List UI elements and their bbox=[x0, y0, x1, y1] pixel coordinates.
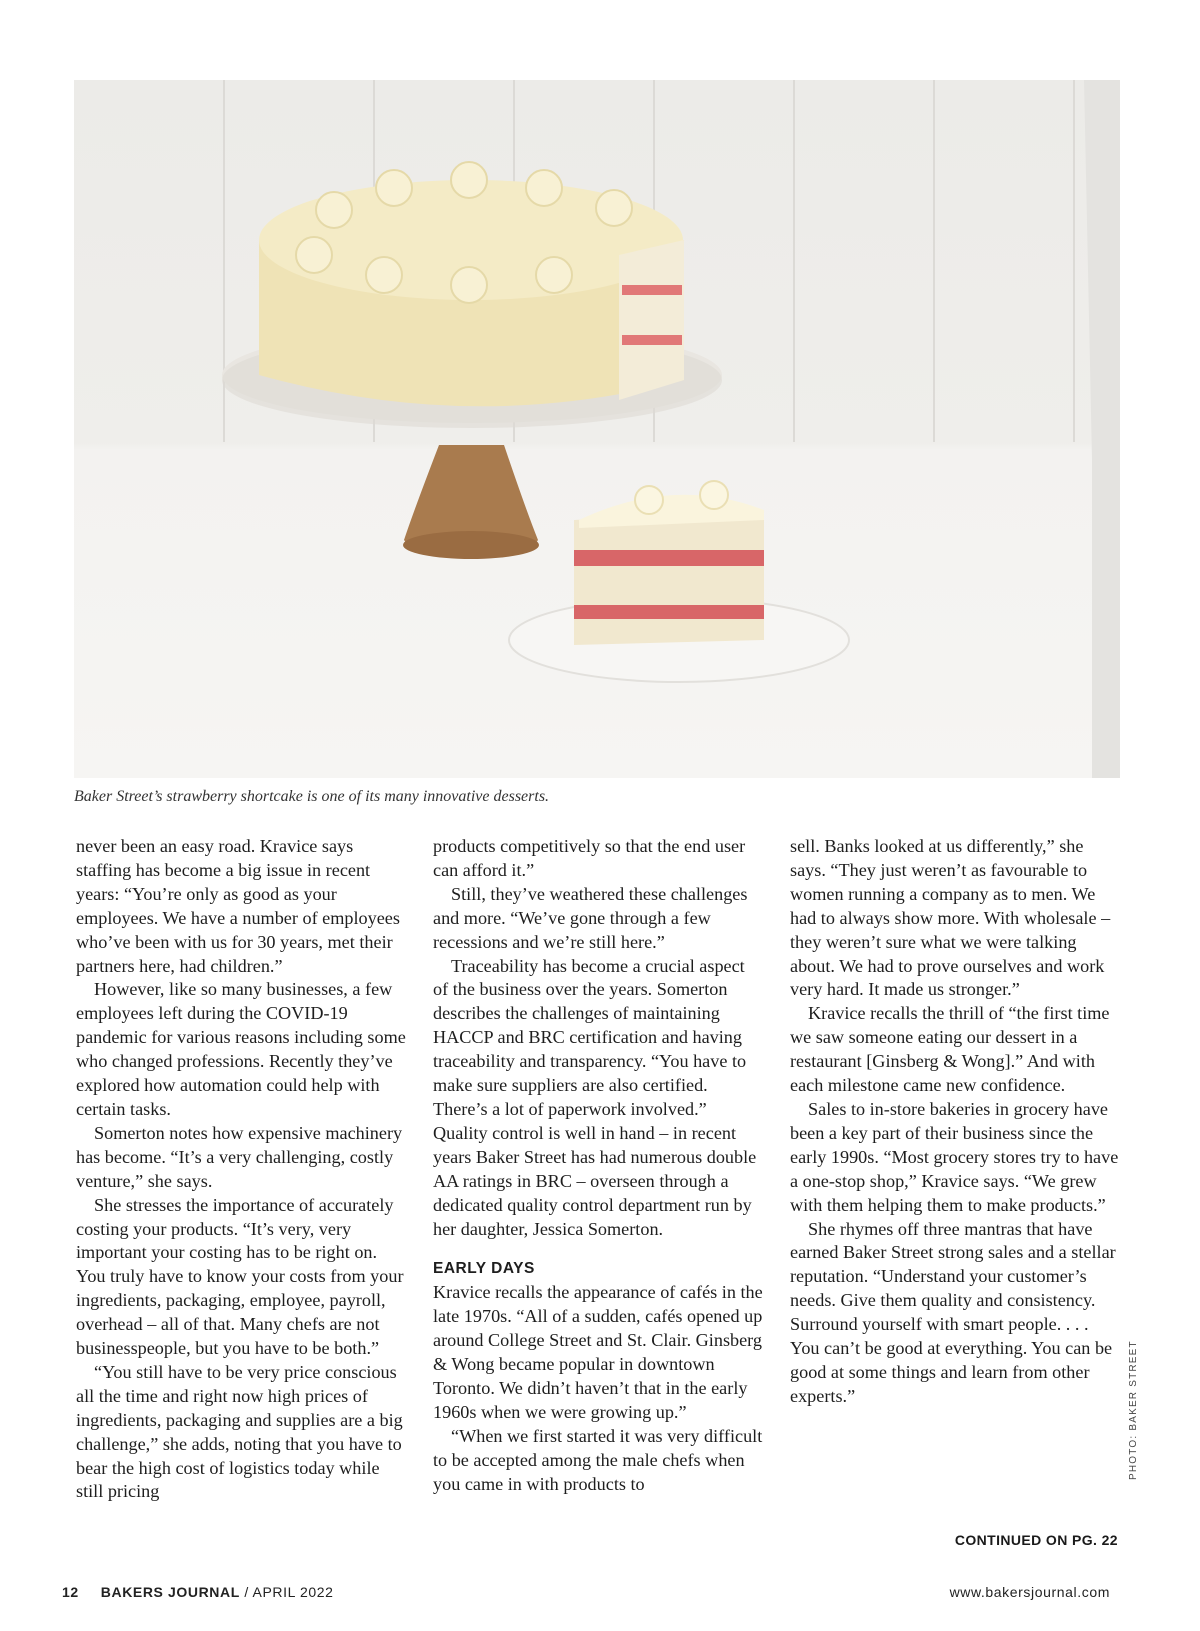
section-heading: EARLY DAYS bbox=[433, 1260, 535, 1278]
continued-link[interactable]: CONTINUED ON PG. 22 bbox=[954, 1532, 1118, 1548]
cake-photo bbox=[74, 80, 1120, 778]
website-link[interactable]: www.bakersjournal.com bbox=[949, 1584, 1110, 1600]
page-number: 12 bbox=[62, 1584, 79, 1600]
paragraph: However, like so many businesses, a few employees left during the COVID-19 pandemic for various reasons including some who changed professions. Recently they’ve explored how automation could help with certain tasks. bbox=[76, 979, 406, 1119]
paragraph: She stresses the importance of accurately costing your products. “It’s very, very important your costing has to be right on. You truly have to know your costs from your ingredients, packaging, employee, payroll, overhead – all of that. Many chefs are not businesspeople, but you have to be both.” bbox=[76, 1194, 404, 1359]
article-column-2 bbox=[433, 835, 763, 1497]
article-column-1 bbox=[76, 835, 406, 1504]
paragraph: “When we first started it was very difficult to be accepted among the male chefs when you came in with products to bbox=[433, 1425, 763, 1494]
paragraph: She rhymes off three mantras that have earned Baker Street strong sales and a stellar reputation. “Understand your customer’s needs. Give them quality and consistency. Surround yourself with smart people. . . . You can’t be good at everything. You can be good at some things and learn from other experts.” bbox=[790, 1218, 1116, 1406]
paragraph: Kravice recalls the appearance of cafés in the late 1970s. “All of a sudden, cafés opened up around College Street and St. Clair. Ginsberg & Wong became popular in downtown Toronto. We didn’t haven’t that in the early 1960s when we were growing up.” bbox=[433, 1282, 763, 1422]
photo-credit: PHOTO: BAKER STREET bbox=[1128, 1340, 1139, 1480]
paragraph: sell. Banks looked at us differently,” she says. “They just weren’t as favourable to women running a company as to men. We had to always show more. With wholesale – they weren’t sure what we were talking about. We had to prove ourselves and work very hard. It made us stronger.” bbox=[790, 836, 1111, 1000]
issue-date: / APRIL 2022 bbox=[239, 1584, 334, 1600]
paragraph: Sales to in-store bakeries in grocery have been a key part of their business since the early 1990s. “Most grocery stores try to have a one-stop shop,” Kravice says. “We grew with them helping them to make products.” bbox=[790, 1098, 1119, 1215]
magazine-name: BAKERS JOURNAL bbox=[100, 1584, 240, 1600]
paragraph: Traceability has become a crucial aspect of the business over the years. Somerton describes the challenges of maintaining HACCP and BRC certification and having traceability and transparency. “You have to make sure suppliers are also certified. There’s a lot of paperwork involved.” Quality control is well in hand – in recent years Baker Street has had numerous double AA ratings in BRC – overseen through a dedicated quality control department run by her daughter, Jessica Somerton. bbox=[433, 955, 757, 1239]
page-footer bbox=[62, 1584, 334, 1600]
paragraph: products competitively so that the end user can afford it.” bbox=[433, 836, 746, 880]
paragraph: never been an easy road. Kravice says staffing has become a big issue in recent years: “You’re only as good as your employees. We have a number of employees who’ve been with us for 30 years, met their partners here, had children.” bbox=[76, 836, 400, 976]
paragraph: Kravice recalls the thrill of “the first time we saw someone eating our dessert in a restaurant [Ginsberg & Wong].” And with each milestone came new confidence. bbox=[790, 1003, 1110, 1096]
paragraph: Somerton notes how expensive machinery has become. “It’s a very challenging, costly venture,” she says. bbox=[76, 1122, 403, 1191]
photo-caption: Baker Street’s strawberry shortcake is one of its many innovative desserts. bbox=[74, 788, 550, 805]
article-column-3 bbox=[790, 835, 1120, 1409]
paragraph: “You still have to be very price conscious all the time and right now high prices of ingredients, packaging and supplies are a big challenge,” she adds, noting that you have to bear the high cost of logistics today while still pricing bbox=[76, 1361, 403, 1502]
paragraph: Still, they’ve weathered these challenges and more. “We’ve gone through a few recessions and we’re still here.” bbox=[433, 883, 748, 952]
cake-illustration bbox=[74, 80, 1120, 778]
